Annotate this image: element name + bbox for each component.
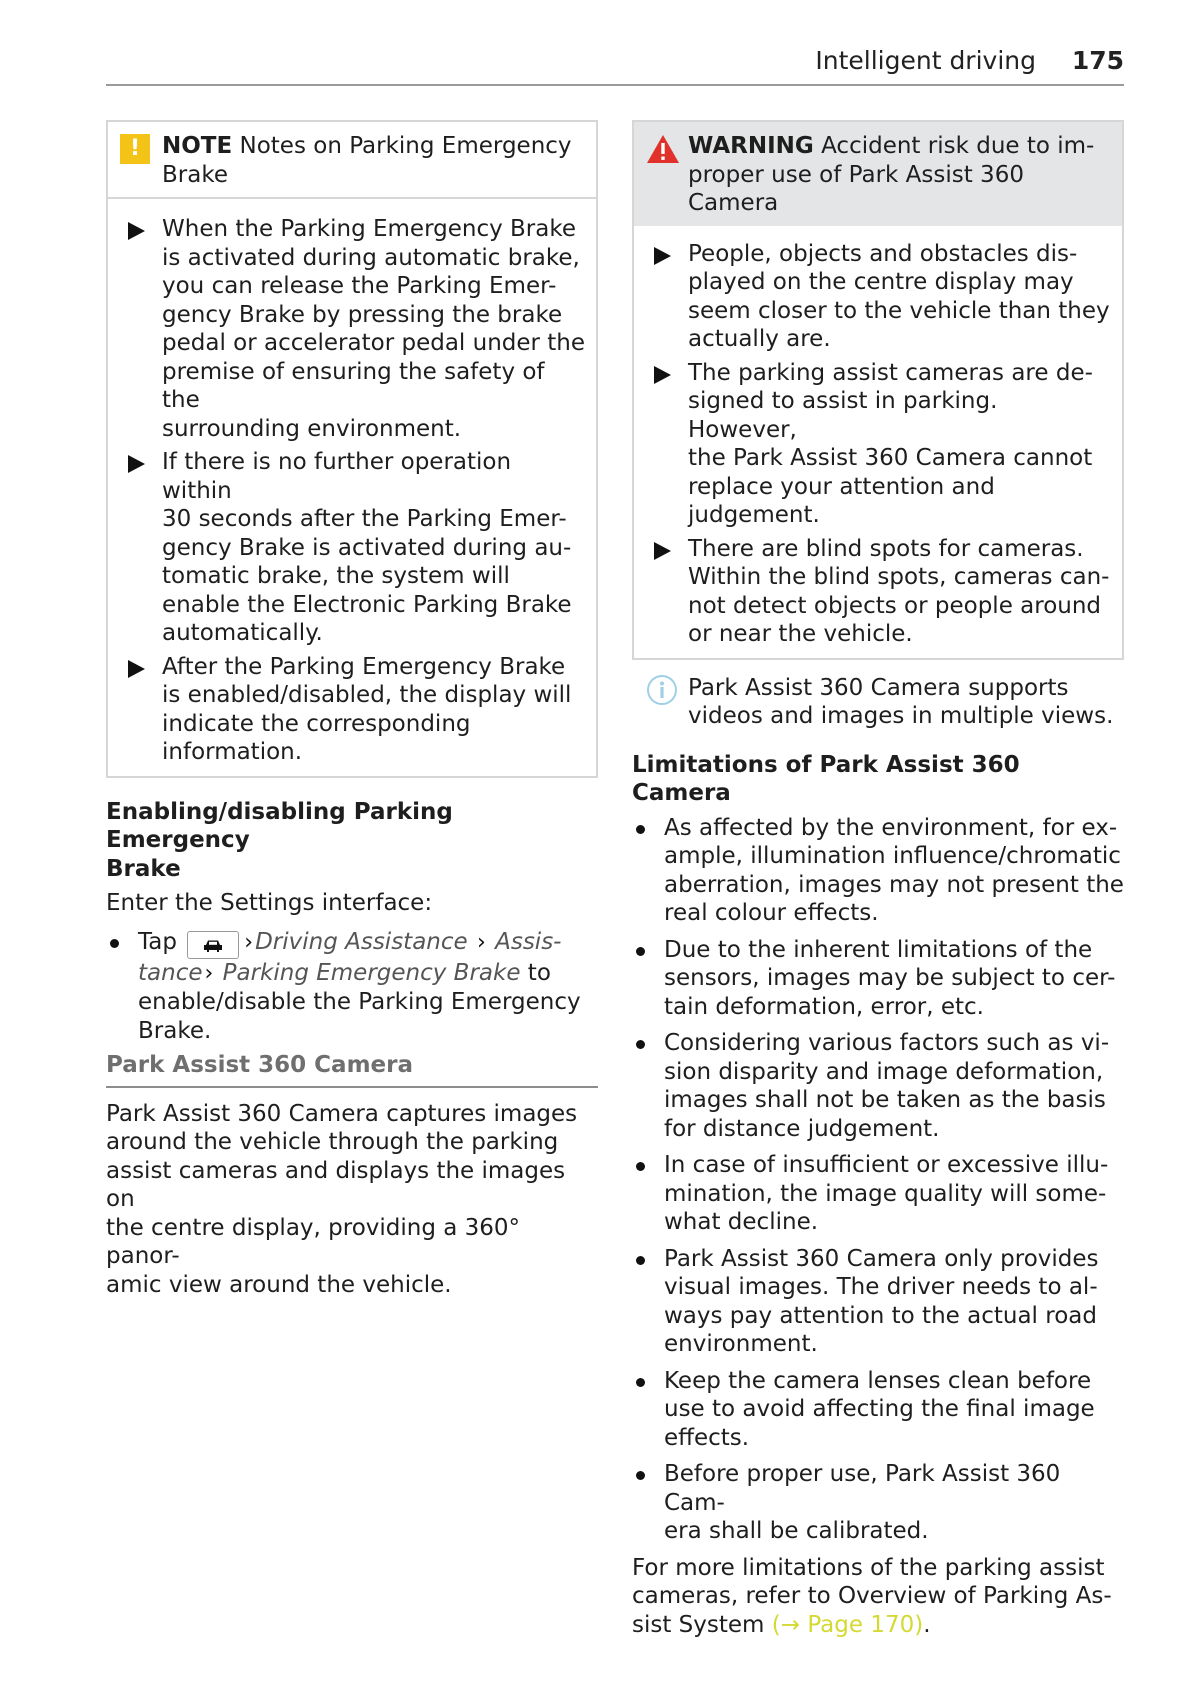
limitations-heading: Limitations of Park Assist 360 Camera: [632, 751, 1020, 806]
warning-title: [688, 132, 1094, 218]
text-line: tomatic brake, the system will: [162, 563, 510, 589]
text-line: signed to assist in parking. However,: [688, 388, 998, 443]
enabling-step: [106, 928, 598, 1046]
text-line: tain deformation, error, etc.: [664, 993, 984, 1020]
text-line: Within the blind spots, cameras can-: [688, 564, 1110, 590]
warning-triangle-icon: [646, 134, 682, 218]
limitations-section: [632, 751, 1124, 1640]
warning-title-line: proper use of Park Assist 360: [688, 161, 1024, 188]
enabling-intro: Enter the Settings interface:: [106, 890, 433, 916]
note-item: [124, 448, 586, 648]
text-line: surrounding environment.: [162, 415, 462, 442]
note-list: [108, 199, 596, 776]
park-assist-section-title: Park Assist 360 Camera: [106, 1051, 598, 1088]
text-line: automatically.: [162, 620, 323, 646]
text-line: Park Assist 360 Camera captures images: [106, 1100, 578, 1127]
text-line: Before proper use, Park Assist 360 Cam-: [664, 1461, 1061, 1516]
text-line: or near the vehicle.: [688, 621, 913, 647]
limitation-item: [632, 1245, 1124, 1359]
note-item: [124, 215, 586, 443]
text-line: you can release the Parking Emer-: [162, 273, 557, 299]
tap-text: Tap: [138, 928, 177, 955]
info-icon: [646, 674, 680, 731]
text-line: ways pay attention to the actual road: [664, 1302, 1097, 1329]
page-reference-link[interactable]: (→ Page 170): [771, 1611, 924, 1638]
warning-label: WARNING: [688, 133, 814, 159]
warning-item: [650, 240, 1112, 354]
text-line: In case of insufficient or excessive illu-: [664, 1152, 1109, 1178]
menu-parking-emergency-brake[interactable]: Parking Emergency Brake: [222, 959, 521, 986]
text-line: is activated during automatic brake,: [162, 244, 580, 271]
limitation-item: [632, 814, 1124, 928]
text-line: As affected by the environment, for ex-: [664, 814, 1118, 841]
exclamation-icon: !: [120, 134, 150, 164]
text-line: ample, illumination influence/chromatic: [664, 843, 1121, 869]
text-line: When the Parking Emergency Brake: [162, 216, 577, 242]
warning-header: [634, 122, 1122, 226]
text-line: visual images. The driver needs to al-: [664, 1274, 1098, 1300]
text-line: The parking assist cameras are de-: [688, 359, 1093, 386]
limitation-item: [632, 1151, 1124, 1237]
note-box: [106, 120, 598, 778]
limitation-item: [632, 1460, 1124, 1546]
park-assist-description: [106, 1100, 598, 1300]
warning-title-line: Accident risk due to im-: [821, 133, 1095, 159]
text-line: enable the Electronic Parking Brake: [162, 591, 572, 618]
warning-box: [632, 120, 1124, 660]
vehicle-settings-button[interactable]: [187, 931, 239, 959]
chevron-right-icon: ›: [244, 929, 254, 955]
warning-item: [650, 359, 1112, 530]
text-line: People, objects and obstacles dis-: [688, 240, 1078, 267]
text-line: images shall not be taken as the basis: [664, 1087, 1106, 1113]
text-line: not detect objects or people around: [688, 592, 1102, 619]
text-line: replace your attention and: [688, 473, 995, 500]
text-line: is enabled/disabled, the display will: [162, 682, 572, 708]
text-line: 30 seconds after the Parking Emer-: [162, 506, 567, 532]
text-line: gency Brake by pressing the brake: [162, 301, 563, 328]
text-line: There are blind spots for cameras.: [688, 535, 1084, 562]
text-line: indicate the corresponding: [162, 710, 471, 737]
heading-line: Brake: [106, 855, 181, 882]
text-line: aberration, images may not present the: [664, 871, 1124, 898]
text-line: around the vehicle through the parking: [106, 1129, 559, 1155]
text-line: enable/disable the Parking Emergency: [138, 989, 581, 1015]
info-text: [688, 674, 1113, 731]
text-line: to: [527, 959, 551, 986]
text-line: actually are.: [688, 326, 831, 352]
warning-title-line: Camera: [688, 190, 779, 216]
note-header: [108, 122, 596, 199]
heading-line: Enabling/disabling Parking Emergency: [106, 798, 453, 853]
text-line: For more limitations of the parking assist: [632, 1554, 1105, 1581]
enabling-section: [106, 798, 598, 1046]
note-item: [124, 653, 586, 767]
text-line: amic view around the vehicle.: [106, 1271, 452, 1298]
limitations-list: [632, 814, 1124, 1546]
page-header: [106, 40, 1124, 86]
text-line: environment.: [664, 1331, 818, 1357]
text-line: real colour effects.: [664, 900, 879, 926]
right-column: [632, 120, 1124, 1639]
text-line: the centre display, providing a 360° panor-: [106, 1214, 521, 1269]
text-line: sion disparity and image deformation,: [664, 1058, 1104, 1085]
note-title-line: Notes on Parking Emergency: [239, 133, 572, 159]
enabling-heading: [106, 798, 598, 884]
note-title-line: Brake: [162, 161, 228, 188]
text-line: seem closer to the vehicle than they: [688, 297, 1110, 324]
text-line: gency Brake is activated during au-: [162, 534, 572, 561]
info-note: [632, 660, 1124, 731]
text-line: cameras, refer to Overview of Parking As-: [632, 1583, 1112, 1609]
text-line: played on the centre display may: [688, 269, 1074, 295]
text-line: mination, the image quality will some-: [664, 1180, 1107, 1207]
chevron-right-icon: ›: [204, 960, 214, 986]
text-line: what decline.: [664, 1209, 819, 1235]
note-label: NOTE: [162, 133, 233, 159]
text-line: Brake.: [138, 1017, 212, 1044]
page-number: 175: [1071, 46, 1124, 75]
text-line: If there is no further operation within: [162, 449, 512, 504]
section-title: Intelligent driving: [815, 46, 1036, 75]
chevron-right-icon: ›: [476, 929, 486, 955]
limitations-footer: [632, 1554, 1124, 1640]
menu-assistance[interactable]: Assis-: [495, 928, 562, 955]
text-line: premise of ensuring the safety of the: [162, 358, 545, 413]
warning-item: [650, 535, 1112, 649]
text-line: information.: [162, 739, 303, 765]
car-icon: [202, 939, 224, 953]
enabling-steps: [106, 928, 598, 1046]
text-line: Park Assist 360 Camera only provides: [664, 1245, 1099, 1272]
text-line: pedal or accelerator pedal under the: [162, 330, 586, 356]
text-line: Considering various factors such as vi-: [664, 1030, 1110, 1056]
text-line: Due to the inherent limitations of the: [664, 936, 1093, 963]
text-line: .: [923, 1611, 931, 1638]
text-line: for distance judgement.: [664, 1115, 940, 1142]
text-line: era shall be calibrated.: [664, 1518, 929, 1544]
text-line: the Park Assist 360 Camera cannot: [688, 445, 1093, 471]
text-line: judgement.: [688, 502, 820, 528]
text-line: Keep the camera lenses clean before: [664, 1367, 1092, 1394]
text-line: sist System: [632, 1611, 765, 1638]
left-column: [106, 120, 598, 1299]
text-line: effects.: [664, 1424, 750, 1451]
text-line: sensors, images may be subject to cer-: [664, 965, 1116, 991]
text-line: Park Assist 360 Camera supports: [688, 674, 1069, 701]
warning-list: [634, 226, 1122, 658]
text-line: assist cameras and displays the images on: [106, 1157, 566, 1212]
text-line: videos and images in multiple views.: [688, 703, 1114, 729]
limitation-item: [632, 936, 1124, 1022]
limitation-item: [632, 1367, 1124, 1453]
note-title: [162, 132, 572, 189]
menu-driving-assistance[interactable]: Driving Assistance: [255, 928, 468, 955]
text-line: use to avoid affecting the final image: [664, 1396, 1095, 1422]
menu-assistance[interactable]: tance: [138, 959, 203, 986]
limitation-item: [632, 1029, 1124, 1143]
text-line: After the Parking Emergency Brake: [162, 653, 566, 680]
